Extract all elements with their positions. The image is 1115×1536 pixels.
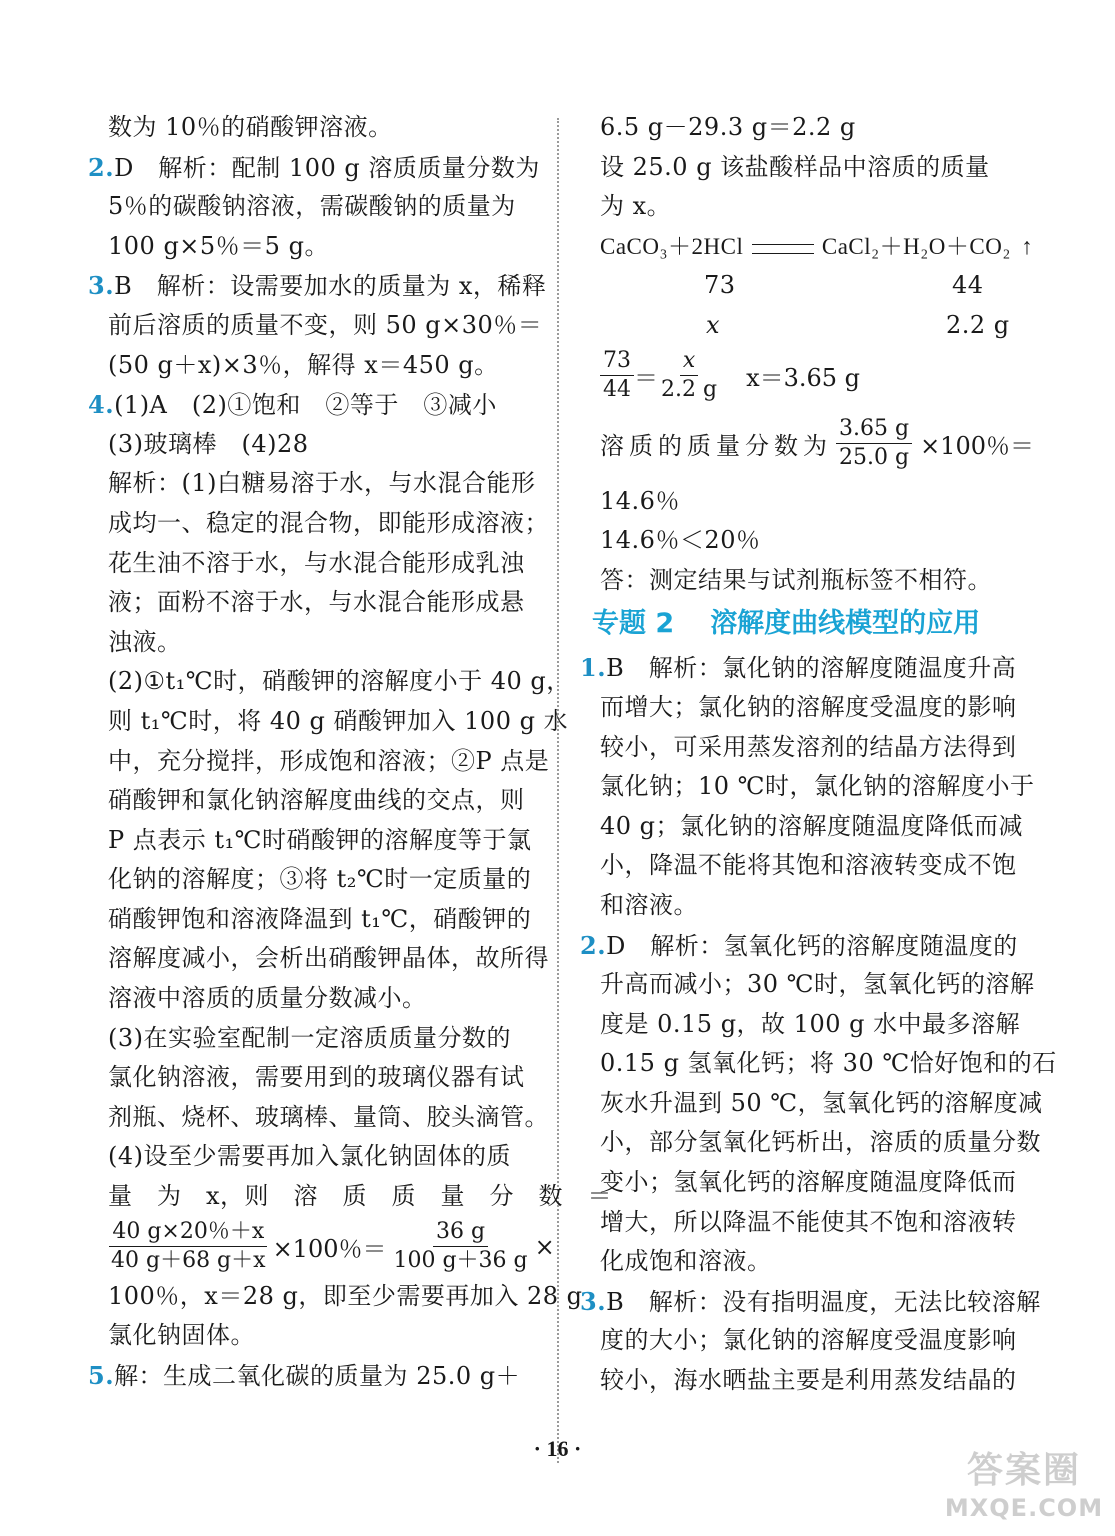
text-line: 浊液。 — [108, 627, 182, 656]
text-line: 40 g；氯化钠的溶解度随温度降低而减 — [600, 811, 1024, 840]
text-line: 答：测定结果与试剂瓶标签不相符。 — [600, 565, 992, 594]
equation-reactants: CaCO₃＋2HCl — [600, 233, 744, 259]
text-line: 花生油不溶于水，与水混合能形成乳浊 — [108, 548, 525, 577]
text-line: 6.5 g－29.3 g＝2.2 g — [600, 113, 856, 141]
fraction — [108, 1218, 269, 1275]
question-number: 2. — [580, 930, 607, 960]
text-line: (2)①t₁℃时，硝酸钾的溶解度小于 40 g， — [108, 667, 571, 696]
fraction-equation — [108, 1217, 555, 1277]
right-column — [580, 108, 1057, 1401]
text-line: 小，部分氢氧化钙析出，溶质的质量分数 — [600, 1128, 1041, 1157]
text-line: 100％，x＝28 g，即至少需要再加入 28 g — [108, 1281, 583, 1310]
known-value: 2.2 g — [946, 310, 1010, 339]
text-line: 数为 10％的硝酸钾溶液。 — [108, 113, 393, 141]
numerator: 3.65 g — [836, 415, 912, 444]
text-line: 设 25.0 g 该盐酸样品中溶质的质量 — [600, 152, 990, 181]
question-number: 3. — [88, 271, 115, 301]
question-2-line — [580, 926, 1028, 966]
text-line: 100 g×5％＝5 g。 — [108, 231, 329, 260]
section-label: 专题 2 — [592, 608, 675, 640]
label-text: 溶质的质量分数为 — [600, 432, 832, 461]
equation-double-line — [752, 244, 814, 254]
text-line: 化成饱和溶液。 — [600, 1247, 772, 1276]
denominator: 44 — [603, 377, 631, 403]
equation-ratio-row — [600, 266, 1028, 306]
fraction — [658, 347, 720, 404]
question-2-line — [88, 148, 540, 188]
question-1-line — [580, 648, 1028, 688]
question-number: 5. — [88, 1360, 115, 1390]
watermark-logo — [939, 1448, 1109, 1528]
operator-text: ×100％＝ — [272, 1235, 387, 1264]
text-line: 而增大；氯化钠的溶解度受温度的影响 — [600, 692, 1017, 721]
equals-sign: ＝ — [634, 364, 658, 393]
text-line: 氯化钠溶液，需要用到的玻璃仪器有试 — [108, 1063, 525, 1092]
text-line: 氯化钠固体。 — [108, 1321, 255, 1350]
text-span: D 解析：氢氧化钙的溶解度随温度的 — [606, 931, 1018, 960]
text-line: 则 t₁℃时，将 40 g 硝酸钾加入 100 g 水 — [108, 706, 569, 735]
question-3-line — [580, 1282, 1041, 1322]
text-span: B 解析：没有指明温度，无法比较溶解 — [606, 1287, 1041, 1316]
unknown-value: x — [706, 310, 721, 339]
denominator: 25.0 g — [839, 445, 910, 471]
text-line: 较小，可采用蒸发溶剂的结晶方法得到 — [600, 732, 1017, 761]
equation-unknown-row — [600, 306, 1028, 346]
page-number: · 16 · — [533, 1436, 582, 1461]
numerator: 73 — [600, 347, 634, 376]
text-line: P 点表示 t₁℃时硝酸钾的溶解度等于氯 — [108, 825, 532, 854]
text-line: 剂瓶、烧杯、玻璃棒、量筒、胶头滴管。 — [108, 1102, 549, 1131]
text-line: 和溶液。 — [600, 890, 698, 919]
text-line: 升高而减小；30 ℃时，氢氧化钙的溶解 — [600, 970, 1035, 999]
denominator: 100 g＋36 g — [393, 1248, 528, 1274]
fraction — [836, 415, 912, 472]
text-line: 溶液中溶质的质量分数减小。 — [108, 984, 427, 1013]
text-line: 0.15 g 氢氧化钙；将 30 ℃恰好饱和的石 — [600, 1049, 1057, 1078]
text-line: 较小，海水晒盐主要是利用蒸发结晶的 — [600, 1366, 1017, 1395]
left-column — [88, 108, 613, 1395]
text-span: D 解析：配制 100 g 溶质质量分数为 — [114, 153, 540, 182]
result-text: x＝3.65 g — [746, 364, 861, 393]
mass-fraction-equation — [600, 406, 1034, 482]
column-divider — [557, 118, 559, 1463]
denominator: 40 g＋68 g＋x — [111, 1248, 266, 1274]
question-number: 2. — [88, 152, 115, 182]
watermark-text: 答案圈 — [966, 1450, 1081, 1491]
question-5-line — [88, 1356, 533, 1396]
text-line: 灰水升温到 50 ℃，氢氧化钙的溶解度减 — [600, 1088, 1043, 1117]
proportion-equation — [600, 346, 1028, 406]
text-line: (3)在实验室配制一定溶质质量分数的 — [108, 1023, 511, 1052]
text-span: 解：生成二氧化碳的质量为 25.0 g＋ — [114, 1361, 521, 1390]
section-heading — [592, 600, 1028, 648]
text-line: 小，降温不能将其饱和溶液转变成不饱 — [600, 851, 1017, 880]
operator-text: ×100％＝ — [920, 432, 1034, 461]
text-line: 氯化钠；10 ℃时，氯化钠的溶解度小于 — [600, 772, 1035, 801]
ratio-value: 73 — [704, 271, 736, 300]
text-line: 14.6％＜20％ — [600, 526, 761, 555]
text-span: (1)A (2)①饱和 ②等于 ③减小 — [114, 391, 497, 420]
text-line: 液；面粉不溶于水，与水混合能形成悬 — [108, 588, 525, 617]
numerator: x — [680, 347, 698, 376]
text-line: 为 x。 — [600, 192, 672, 221]
text-line: 变小；氢氧化钙的溶解度随温度降低而 — [600, 1168, 1017, 1197]
equation-products: CaCl₂＋H₂O＋CO₂ — [821, 233, 1011, 259]
text-line: (3)玻璃棒 (4)28 — [108, 429, 309, 458]
text-span: B 解析：设需要加水的质量为 x，稀释 — [114, 272, 547, 301]
question-4-line — [88, 385, 533, 425]
text-line: 化钠的溶解度；③将 t₂℃时一定质量的 — [108, 865, 532, 894]
text-line: 溶解度减小，会析出硝酸钾晶体，故所得 — [108, 944, 549, 973]
text-line: 14.6％ — [600, 486, 680, 515]
chemical-equation — [600, 227, 1034, 267]
operator-text: × — [534, 1232, 555, 1261]
text-span: B 解析：氯化钠的溶解度随温度升高 — [606, 654, 1017, 683]
text-line: 量 为 x，则 溶 质 质 量 分 数 ＝ — [108, 1182, 613, 1211]
section-title: 溶解度曲线模型的应用 — [710, 608, 981, 640]
text-line: 硝酸钾和氯化钠溶解度曲线的交点，则 — [108, 786, 525, 815]
watermark-url: MXQE.COM — [944, 1494, 1104, 1522]
question-3-line — [88, 266, 547, 306]
text-line: 中，充分搅拌，形成饱和溶液；②P 点是 — [108, 746, 550, 775]
denominator: 2.2 g — [661, 377, 718, 403]
text-line: 度是 0.15 g，故 100 g 水中最多溶解 — [600, 1009, 1021, 1038]
fraction — [390, 1218, 530, 1275]
question-number: 1. — [580, 653, 607, 683]
question-number: 4. — [88, 390, 115, 420]
fraction — [600, 347, 634, 404]
text-line: (50 g＋x)×3％，解得 x＝450 g。 — [108, 350, 499, 379]
ratio-value: 44 — [952, 271, 984, 300]
text-line: 5％的碳酸钠溶液，需碳酸钠的质量为 — [108, 192, 516, 221]
text-line: 硝酸钾饱和溶液降温到 t₁℃，硝酸钾的 — [108, 904, 532, 933]
gas-arrow-icon: ↑ — [1021, 233, 1034, 259]
numerator: 40 g×20％＋x — [109, 1218, 267, 1247]
text-line: 增大，所以降温不能使其不饱和溶液转 — [600, 1207, 1017, 1236]
text-line: 前后溶质的质量不变，则 50 g×30％＝ — [108, 310, 543, 339]
numerator: 36 g — [433, 1218, 488, 1247]
text-line: 成均一、稳定的混合物，即能形成溶液； — [108, 508, 549, 537]
text-line: 解析：(1)白糖易溶于水，与水混合能形 — [108, 469, 536, 498]
text-line: 度的大小；氯化钠的溶解度受温度影响 — [600, 1326, 1017, 1355]
question-number: 3. — [580, 1286, 607, 1316]
text-line: (4)设至少需要再加入氯化钠固体的质 — [108, 1142, 511, 1171]
